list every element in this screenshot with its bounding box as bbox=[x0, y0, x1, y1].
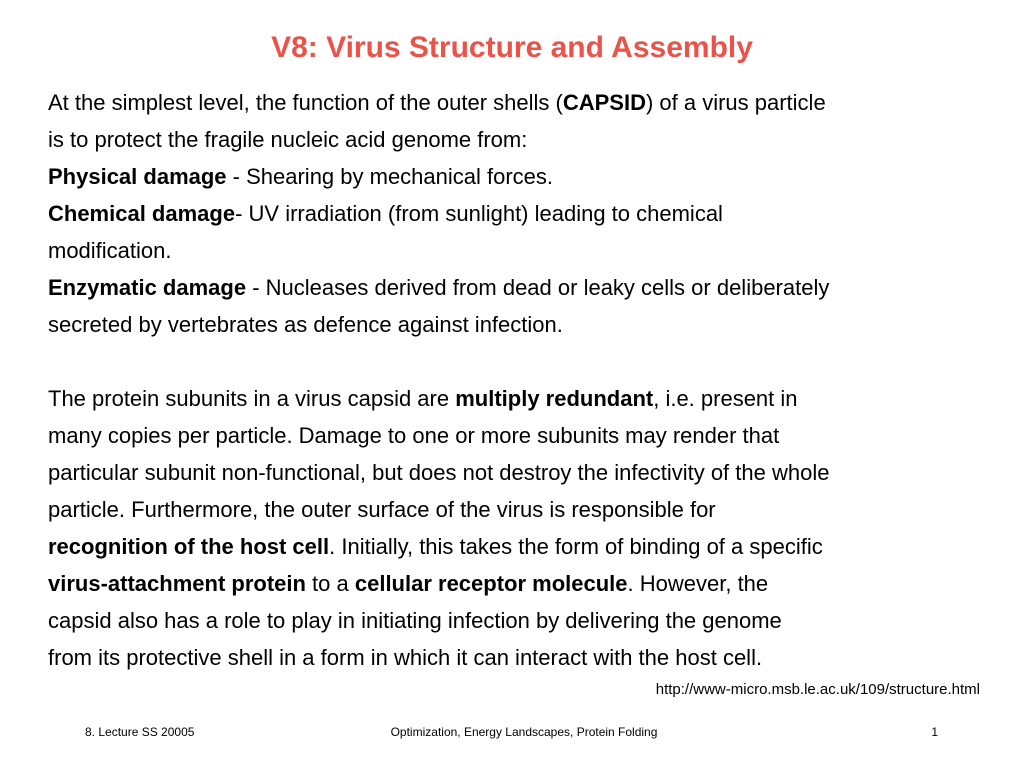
text-run: many copies per particle. Damage to one or more subunits may render that bbox=[48, 423, 780, 448]
text-run: particular subunit non-functional, but does not destroy the infectivity of the whole bbox=[48, 460, 830, 485]
text-run: , i.e. present in bbox=[653, 386, 798, 411]
source-url: http://www-micro.msb.le.ac.uk/109/structure.html bbox=[655, 681, 980, 698]
bold-term: CAPSID bbox=[562, 90, 646, 115]
text-run: particle. Furthermore, the outer surface of the virus is responsible for bbox=[48, 497, 716, 522]
body-line bbox=[48, 84, 988, 121]
body-line bbox=[48, 195, 988, 232]
body-line bbox=[48, 269, 988, 306]
text-run: is to protect the fragile nucleic acid genome from: bbox=[48, 127, 528, 152]
bold-term: virus-attachment protein bbox=[48, 571, 306, 596]
text-run: . However, the bbox=[627, 571, 769, 596]
text-run: The protein subunits in a virus capsid are bbox=[48, 386, 456, 411]
bold-term: Enzymatic damage bbox=[48, 275, 247, 300]
body-line bbox=[48, 639, 988, 676]
body-line bbox=[48, 491, 988, 528]
paragraph-break bbox=[48, 343, 988, 380]
text-run: from its protective shell in a form in which it can interact with the host cell. bbox=[48, 645, 763, 670]
bold-term: multiply redundant bbox=[455, 386, 654, 411]
bold-term: Physical damage bbox=[48, 164, 227, 189]
body-line bbox=[48, 417, 988, 454]
body-line bbox=[48, 565, 988, 602]
body-line bbox=[48, 454, 988, 491]
text-run: - Nucleases derived from dead or leaky cells or deliberately bbox=[246, 275, 830, 300]
text-run: - Shearing by mechanical forces. bbox=[226, 164, 554, 189]
body-line bbox=[48, 121, 988, 158]
body-line bbox=[48, 602, 988, 639]
text-run: . Initially, this takes the form of binding of a specific bbox=[329, 534, 823, 559]
text-run: modification. bbox=[48, 238, 172, 263]
slide-body bbox=[48, 84, 988, 676]
body-line bbox=[48, 380, 988, 417]
body-line bbox=[48, 528, 988, 565]
body-line bbox=[48, 158, 988, 195]
bold-term: recognition of the host cell bbox=[48, 534, 330, 559]
text-run: At the simplest level, the function of the outer shells ( bbox=[48, 90, 563, 115]
text-run: - UV irradiation (from sunlight) leading to chemical bbox=[235, 201, 723, 226]
text-run: capsid also has a role to play in initiating infection by delivering the genome bbox=[48, 608, 782, 633]
footer-page-number: 1 bbox=[931, 725, 938, 739]
footer-course-title: Optimization, Energy Landscapes, Protein Folding bbox=[390, 725, 658, 739]
bold-term: cellular receptor molecule bbox=[354, 571, 628, 596]
text-run: ) of a virus particle bbox=[645, 90, 826, 115]
slide-title: V8: Virus Structure and Assembly bbox=[271, 31, 753, 64]
text-run: secreted by vertebrates as defence against infection. bbox=[48, 312, 563, 337]
body-line bbox=[48, 232, 988, 269]
footer-lecture: 8. Lecture SS 20005 bbox=[85, 725, 195, 739]
body-line bbox=[48, 306, 988, 343]
bold-term: Chemical damage bbox=[48, 201, 236, 226]
text-run: to a bbox=[305, 571, 355, 596]
